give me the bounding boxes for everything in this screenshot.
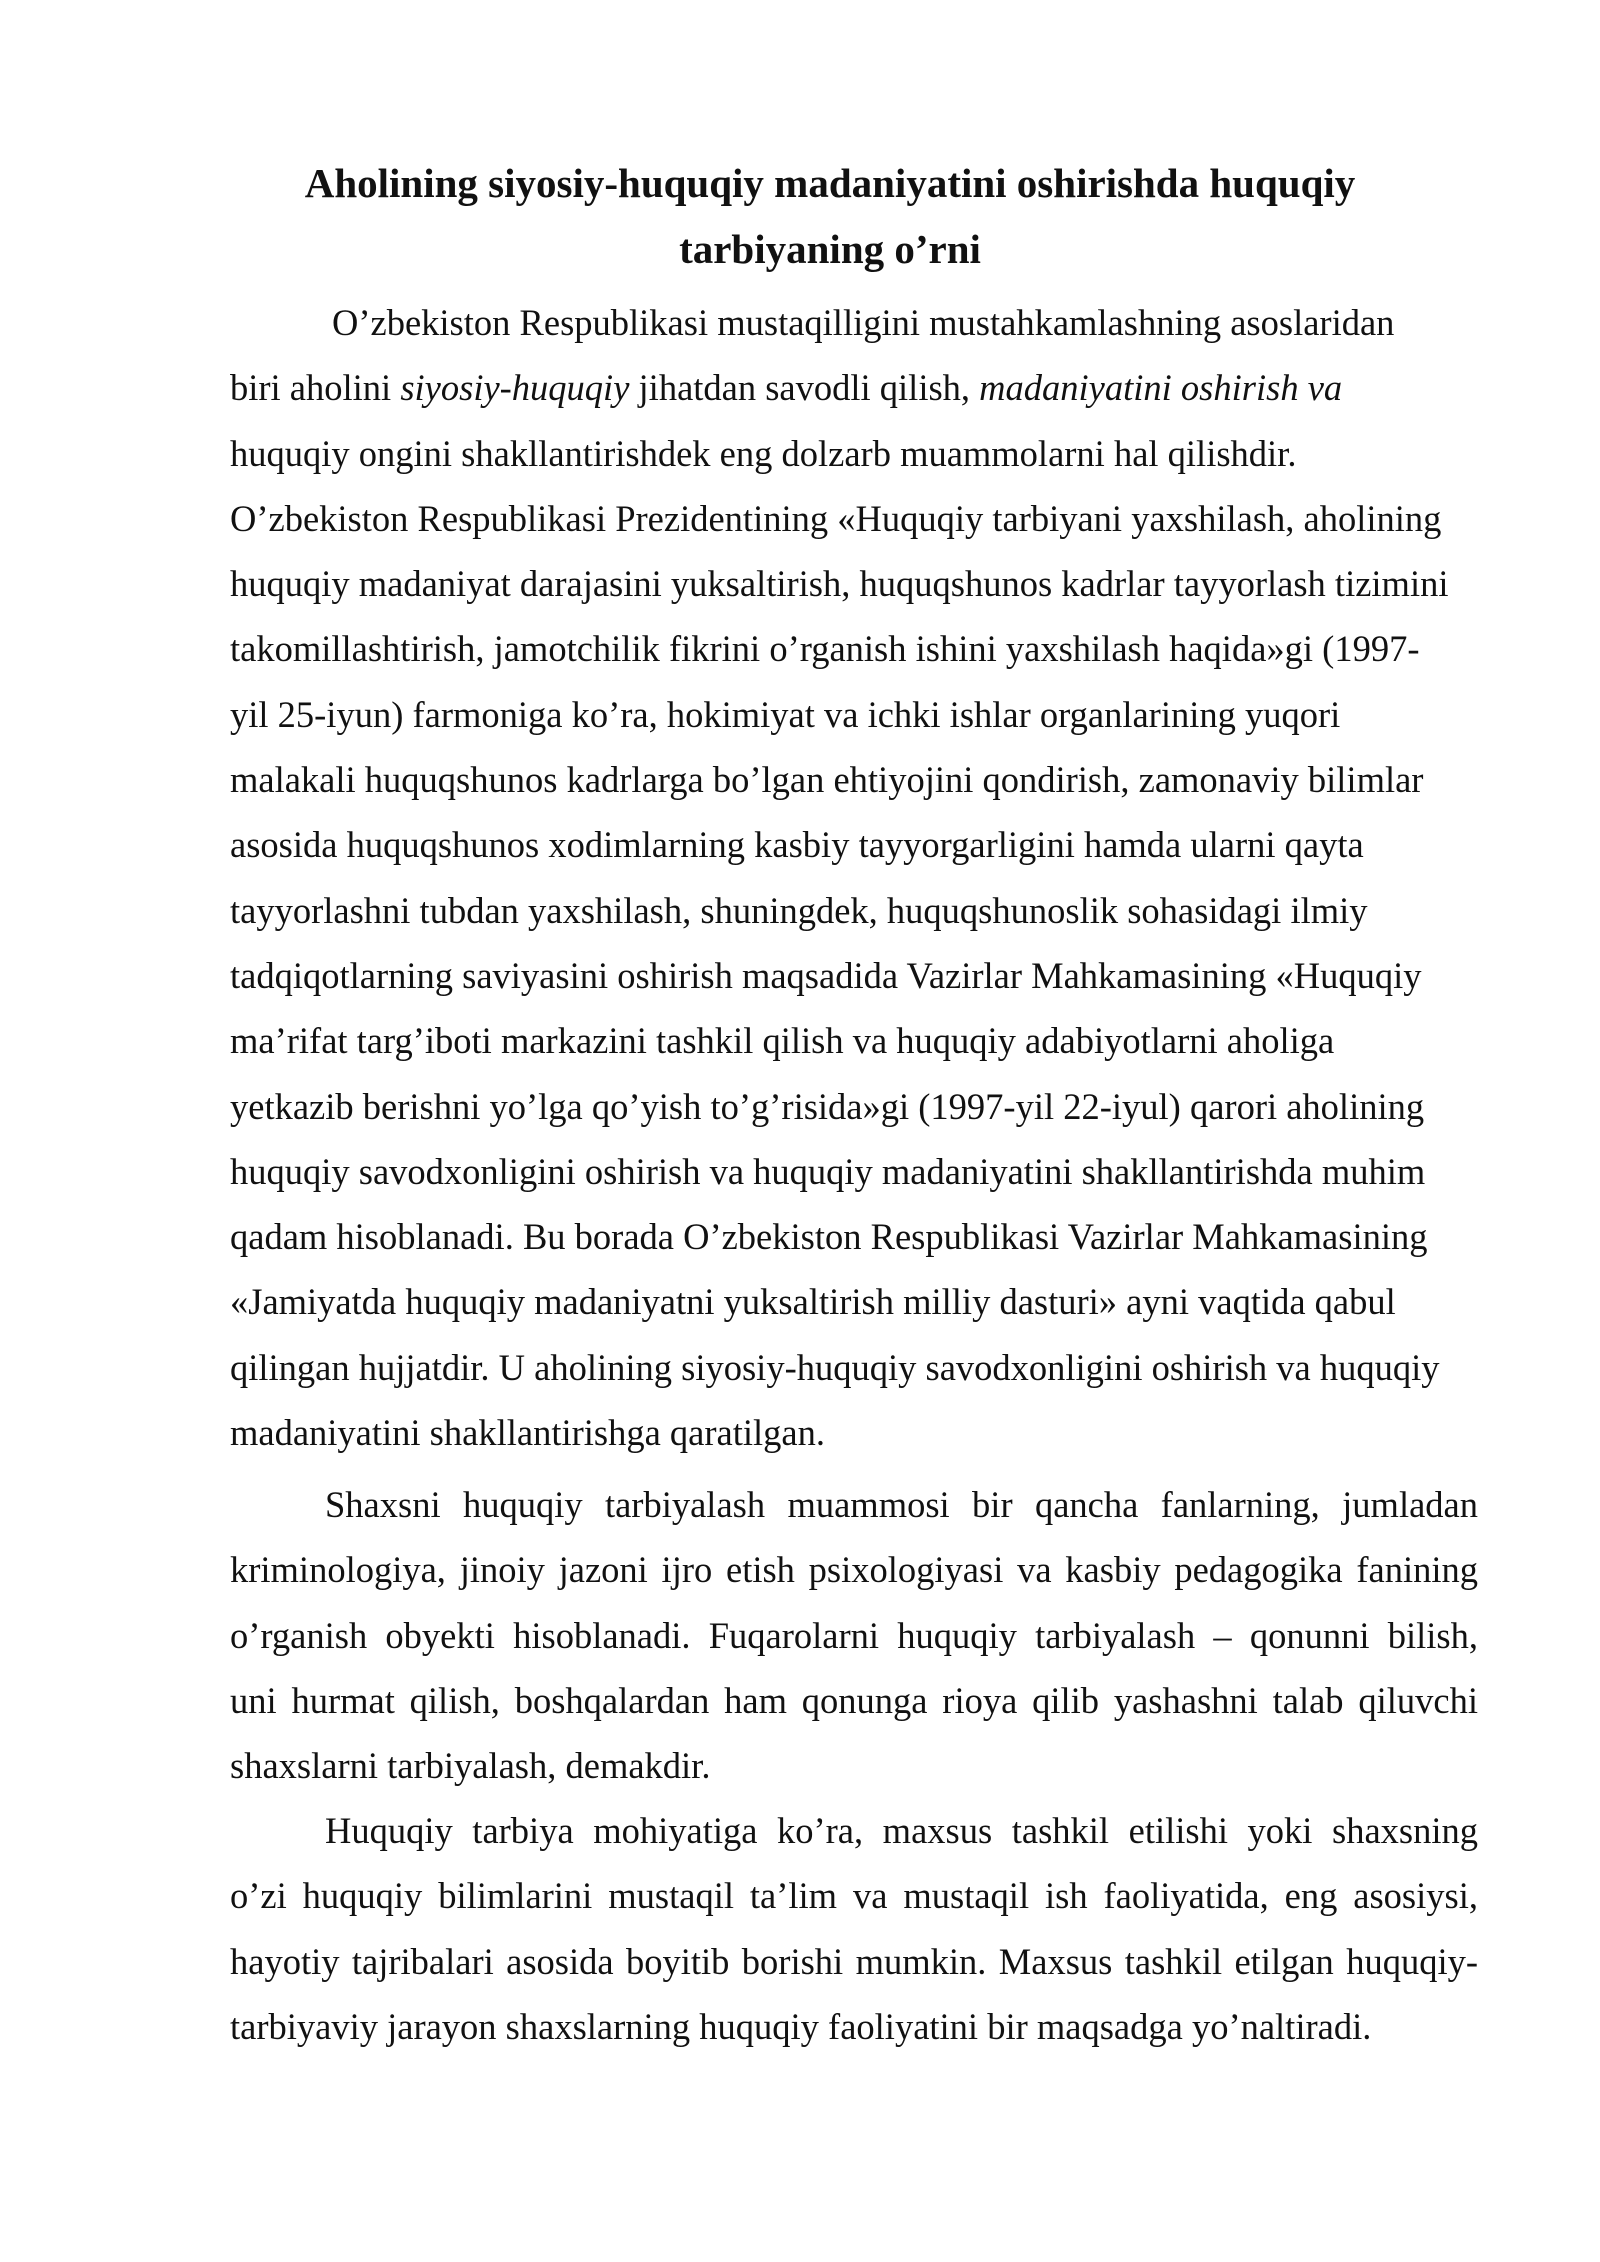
paragraph-2 <box>230 1472 1478 1798</box>
paragraph-3 <box>230 1798 1478 2059</box>
title-line-1: Aholining siyosiy-huquqiy madaniyatini oshirishda huquqiy <box>304 160 1356 206</box>
paragraph-1-line: tadqiqotlarning saviyasini oshirish maqsadida Vazirlar Mahkamasining «Huquqiy <box>230 954 1422 996</box>
italic-term: madaniyatini oshirish va <box>979 367 1343 409</box>
paragraph-1-line: malakali huquqshunos kadrlarga bo’lgan ehtiyojini qondirish, zamonaviy bilimlar <box>230 759 1424 801</box>
italic-term: siyosiy-huquqiy <box>400 367 630 409</box>
paragraph-2-line: kriminologiya, jinoiy jazoni ijro etish psixologiyasi va kasbiy pedagogika fanining <box>230 1549 1478 1591</box>
paragraph-1-line: yetkazib berishni yo’lga qo’yish to’g’risida»gi (1997-yil 22-iyul) qarori aholining <box>230 1085 1425 1127</box>
paragraph-1-line: ma’rifat targ’iboti markazini tashkil qilish va huquqiy adabiyotlarni aholiga <box>230 1020 1335 1062</box>
paragraph-1-line: madaniyatini shakllantirishga qaratilgan. <box>230 1412 825 1454</box>
text-run: jihatdan savodli qilish, <box>629 367 980 409</box>
paragraph-2-line: o’rganish obyekti hisoblanadi. Fuqarolarni huquqiy tarbiyalash – qonunni bilish, <box>230 1614 1478 1656</box>
paragraph-1-line: asosida huquqshunos xodimlarning kasbiy tayyorgarligini hamda ularni qayta <box>230 824 1364 866</box>
text-run: biri aholini <box>230 367 401 409</box>
title-line-2: tarbiyaning o’rni <box>679 226 981 272</box>
paragraph-1-line: O’zbekiston Respublikasi mustaqilligini mustahkamlashning asoslaridan <box>332 302 1395 343</box>
paragraph-1-line: O’zbekiston Respublikasi Prezidentining «Huquqiy tarbiyani yaxshilash, aholining <box>230 497 1442 539</box>
paragraph-3-line: hayotiy tajribalari asosida boyitib borishi mumkin. Maxsus tashkil etilgan huquqiy- <box>230 1940 1478 1982</box>
paragraph-1-line: huquqiy ongini shakllantirishdek eng dolzarb muammolarni hal qilishdir. <box>230 432 1297 474</box>
paragraph-2-line: uni hurmat qilish, boshqalardan ham qonunga rioya qilib yashashni talab qiluvchi <box>230 1679 1478 1721</box>
paragraph-1-line: qadam hisoblanadi. Bu borada O’zbekiston Respublikasi Vazirlar Mahkamasining <box>230 1216 1428 1258</box>
paragraph-3-line: tarbiyaviy jarayon shaxslarning huquqiy faoliyatini bir maqsadga yo’naltiradi. <box>230 2005 1372 2047</box>
paragraph-3-line: o’zi huquqiy bilimlarini mustaqil ta’lim va mustaqil ish faoliyatida, eng asosiysi, <box>230 1875 1478 1917</box>
paragraph-1 <box>230 290 1480 1465</box>
paragraph-3-line: Huquqiy tarbiya mohiyatiga ko’ra, maxsus tashkil etilishi yoki shaxsning <box>325 1810 1478 1851</box>
paragraph-1-line <box>230 355 1480 420</box>
paragraph-1-line: huquqiy savodxonligini oshirish va huquqiy madaniyatini shakllantirishda muhim <box>230 1150 1426 1192</box>
paragraph-1-line: qilingan hujjatdir. U aholining siyosiy-huquqiy savodxonligini oshirish va huquqiy <box>230 1346 1440 1388</box>
paragraph-1-line: tayyorlashni tubdan yaxshilash, shuningdek, huquqshunoslik sohasidagi ilmiy <box>230 889 1368 931</box>
paragraph-1-line: «Jamiyatda huquqiy madaniyatni yuksaltirish milliy dasturi» ayni vaqtida qabul <box>230 1281 1396 1323</box>
paragraph-2-line: Shaxsni huquqiy tarbiyalash muammosi bir qancha fanlarning, jumladan <box>325 1484 1478 1525</box>
document-title <box>230 150 1430 282</box>
paragraph-2-line: shaxslarni tarbiyalash, demakdir. <box>230 1745 711 1787</box>
paragraph-1-line: yil 25-iyun) farmoniga ko’ra, hokimiyat va ichki ishlar organlarining yuqori <box>230 693 1341 735</box>
paragraph-1-line: takomillashtirish, jamotchilik fikrini o’rganish ishini yaxshilash haqida»gi (1997- <box>230 628 1420 670</box>
paragraph-1-line: huquqiy madaniyat darajasini yuksaltirish, huquqshunos kadrlar tayyorlash tizimini <box>230 563 1449 605</box>
